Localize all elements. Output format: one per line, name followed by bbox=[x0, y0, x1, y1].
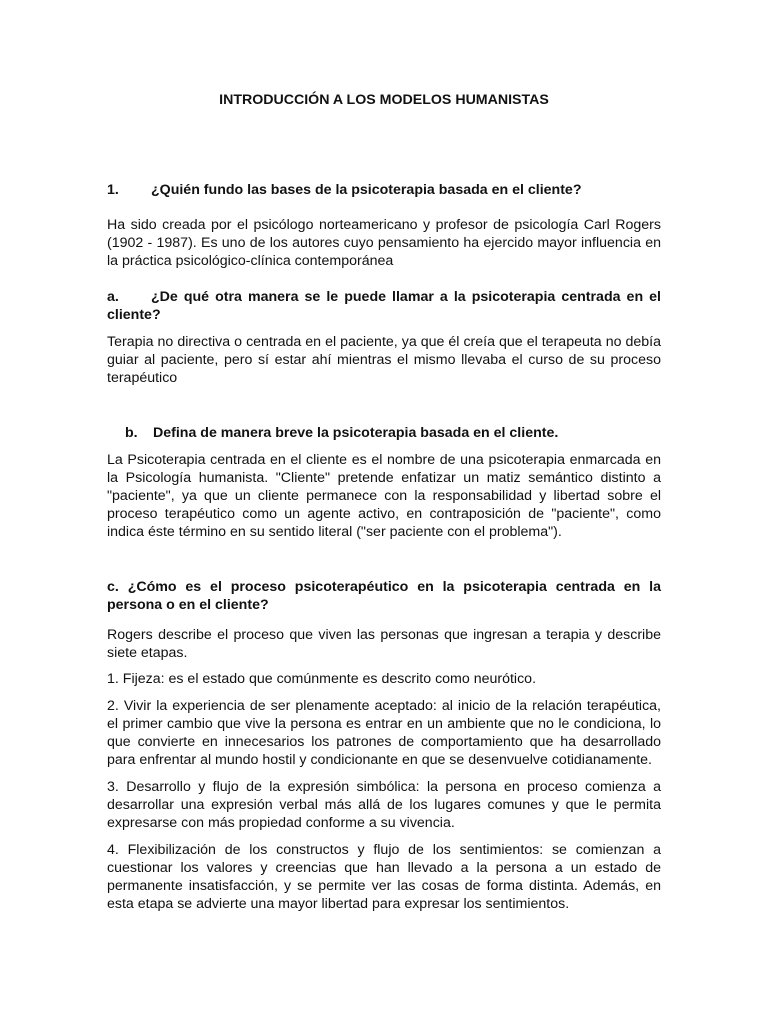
question-a bbox=[107, 288, 661, 324]
answer-b: La Psicoterapia centrada en el cliente es el nombre de una psicoterapia enmarcada en la Psicología humanista. "Cliente" pretende enfatizar un matiz semántico distinto a "paciente", ya que un cliente permanece con la responsabilidad y libertad sobre el proceso terapéutico como un agente activo, en contraposición de "paciente", como indica éste término en su sentido literal ("ser paciente con el problema"). bbox=[107, 452, 661, 540]
stage-1: 1. Fijeza: es el estado que comúnmente es descrito como neurótico. bbox=[107, 671, 537, 687]
question-1 bbox=[107, 181, 661, 199]
question-number: 1. bbox=[107, 182, 119, 198]
stage-4: 4. Flexibilización de los constructos y flujo de los sentimientos: se comienzan a cuestionar los valores y creencias que han llevado a la persona a un estado de permanente insatisfacción, y se permite ver las cosas de forma distinta. Además, en esta etapa se advierte una mayor libertad para expresar los sentimientos. bbox=[107, 842, 661, 912]
question-text: ¿Quién fundo las bases de la psicoterapia basada en el cliente? bbox=[151, 182, 582, 198]
question-text: ¿De qué otra manera se le puede llamar a la psicoterapia centrada en el cliente? bbox=[107, 289, 661, 323]
question-text: Defina de manera breve la psicoterapia basada en el cliente. bbox=[153, 425, 559, 441]
answer-a: Terapia no directiva o centrada en el paciente, ya que él creía que el terapeuta no debía guiar al paciente, pero sí estar ahí mientras el mismo llevaba el curso de su proceso terapéutico bbox=[107, 334, 661, 386]
answer-c-intro: Rogers describe el proceso que viven las personas que ingresan a terapia y describe siete etapas. bbox=[107, 627, 661, 661]
answer-1: Ha sido creada por el psicólogo norteamericano y profesor de psicología Carl Rogers (1902 - 1987). Es uno de los autores cuyo pensamiento ha ejercido mayor influencia en la práctica psicológico-clínica contemporánea bbox=[107, 217, 661, 269]
page-title: INTRODUCCIÓN A LOS MODELOS HUMANISTAS bbox=[219, 92, 549, 108]
stage-3: 3. Desarrollo y flujo de la expresión simbólica: la persona en proceso comienza a desarrollar una expresión verbal más allá de los lugares comunes y que le permita expresarse con más propiedad conforme a su vivencia. bbox=[107, 779, 661, 831]
question-b bbox=[125, 424, 661, 442]
question-letter: b. bbox=[125, 425, 138, 441]
stage-2: 2. Vivir la experiencia de ser plenamente aceptado: al inicio de la relación terapéutica, el primer cambio que vive la persona es entrar en un ambiente que no le condiciona, lo que convierte en innecesarios los patrones de comportamiento que ha desarrollado para enfrentar al mundo hostil y condicionante en que se desenvuelve cotidianamente. bbox=[107, 698, 661, 768]
question-c: c. ¿Cómo es el proceso psicoterapéutico en la psicoterapia centrada en la persona o en el cliente? bbox=[107, 579, 661, 613]
question-letter: a. bbox=[107, 289, 119, 305]
